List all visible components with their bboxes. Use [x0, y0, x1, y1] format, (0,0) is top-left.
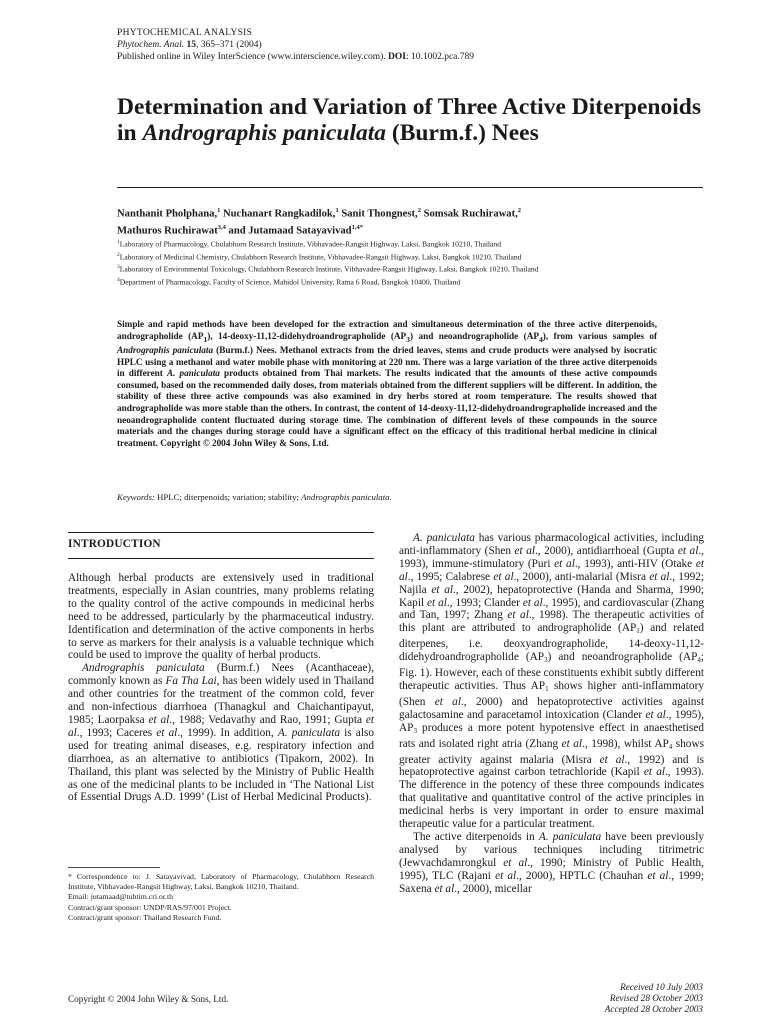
- grant-sponsor: Contract/grant sponsor: Thailand Research Fund.: [68, 912, 222, 922]
- footnote-divider: [68, 867, 160, 868]
- journal-citation: [117, 40, 262, 50]
- citation-volume: 15: [186, 40, 196, 50]
- section-rule-bottom: [68, 558, 374, 559]
- corresponding-mark: *: [359, 223, 363, 231]
- received-date: Received 10 July 2003: [620, 982, 703, 992]
- citation-pages: , 365–371 (2004): [195, 40, 262, 50]
- copyright-notice: Copyright © 2004 John Wiley & Sons, Ltd.: [68, 994, 229, 1004]
- publication-info: [117, 52, 474, 62]
- title-species: Andrographis paniculata: [142, 120, 387, 146]
- affiliation-item: $^4$Department of Pharmacology, Faculty of Science, Mahidol University, Rama 6 Road, Bangkok 10400, Thailand: [117, 276, 461, 287]
- section-rule-top: [68, 532, 374, 533]
- doi-value[interactable]: : 10.1002.pca.789: [405, 52, 475, 62]
- doi-label: DOI: [388, 52, 406, 62]
- abstract: Simple and rapid methods have been developed for the extraction and simultaneous determination of the three active diterpenoids, andrographolide $(AP_1)$, 14-deoxy-11,12-didehydroandrographolide $(AP_3)$ and neoandrographolide $(AP_4)$, from various samples of Andrographis paniculata (Burm.f.) Nees. Methanol extracts from the dried leaves, stems and crude products were analysed by isocratic HPLC using a methanol and water mobile phase with monitoring at 220 nm. There was a large variation of the three active diterpenoids in different A. paniculata products obtained from Thai markets. The results indicated that the amounts of these active compounds consumed, based on the recommended daily doses, from materials obtained from the different suppliers will be different. In addition, the stability of these three active compounds was also examined in dry herbs stored at room temperature. The results showed that andrographolide was more stable than the others. In contrast, the content of 14-deoxy-11,12-didehydroandrographolide increased and the neoandrographolide content fluctuated during storage time. The combination of different levels of these compounds in the source materials and the changes during storage could have a significant effect on the efficacy of this traditional herbal medicine in clinical treatment. Copyright © 2004 John Wiley & Sons, Ltd.: [117, 319, 658, 448]
- keywords: Keywords: HPLC; diterpenoids; variation; stability; Andrographis paniculata.: [117, 492, 392, 502]
- author-name: Sanit Thongnest,: [338, 208, 418, 220]
- author-affil: 2: [517, 207, 522, 214]
- revised-date: Revised 28 October 2003: [609, 993, 703, 1003]
- paragraph: A. paniculata has various pharmacological activities, including anti-inflammatory (Shen et al., 2000), antidiarrhoeal (Gupta et al., 1993), immune-stimulatory (Puri et al., 1993), anti-HIV (Otake et al., 1995; Calabrese et al., 2000), anti-malarial (Misra et al., 1992; Najila et al., 2002), hepatoprotective (Handa and Sharma, 1990; Kapil et al., 1993; Clander et al., 1995), and cardiovascular (Zhang and Tan, 1997; Zhang et al., 1998). The therapeutic activities of this plant are attributed to andrographolide $(AP_1)$ and related diterpenes, i.e. deoxyandrographolide, 14-deoxy-11,12-didehydroandrographolide $(AP_3)$ and neoandrographolide ($AP_4$; Fig. 1). However, each of these constituents exhibit subtly different therapeutic activities. Thus $AP_1$ shows higher anti-inflammatory (Shen et al., 2000) and hepatoprotective activities against galactosamine and paracetamol intoxication (Clander et al., 1995), $AP_3$ produces a more potent hypotensive effect in anaesthetised rats and isolated right atria (Zhang et al., 1998), whilst $AP_4$ shows greater activity against malaria (Misra et al., 1992) and is hepatoprotective against carbon tetrachloride (Kapil et al., 1993). The difference in the potency of these three compounds indicates that qualitative and quantitative control of the active principles in medicinal herbs is very important in order to ensure maximal therapeutic value for a particular treatment.: [399, 532, 705, 831]
- email-note[interactable]: Email: jutamaad@tubtim.cri.or.th: [68, 892, 174, 902]
- paragraph: Andrographis paniculata (Burm.f.) Nees (Acanthaceae), commonly known as Fa Tha Lai, has been widely used in Thailand and other countries for the treatment of the common cold, fever and non-infectious diarrhoea (Thanagkul and Chaichantipayut, 1985; Laorpaksa et al., 1988; Vedavathy and Rao, 1991; Gupta et al., 1993; Caceres et al., 1999). In addition, A. paniculata is also used for treating animal diseases, e.g. respiratory infection and diarrhoea, as an alternative to antibiotics (Tipakorn, 2002). In Thailand, this plant was selected by the Ministry of Public Health as one of the medicinal plants to be included in ‘The National List of Essential Drugs A.D. 1999’ (List of Herbal Medicinal Products).: [68, 662, 375, 804]
- title-part1: Determination and Variation of Three Active Diterpenoids in: [117, 94, 702, 146]
- footnote: [68, 872, 374, 923]
- author-name: Nanthanit Pholphana,: [117, 208, 218, 220]
- author-name: Somsak Ruchirawat,: [420, 208, 518, 220]
- accepted-date: Accepted 28 October 2003: [604, 1004, 703, 1014]
- published-online: Published online in Wiley InterScience (www.interscience.wiley.com).: [117, 52, 388, 62]
- title-divider: [117, 187, 703, 188]
- author-affil: 1: [335, 207, 339, 214]
- citation-journal: Phytochem. Anal.: [117, 40, 185, 50]
- author-affil: 3,4: [217, 223, 226, 231]
- author-list: [117, 204, 703, 237]
- paragraph: The active diterpenoids in A. paniculata have been previously analysed by various techniques including titrimetric (Jewvachdamrongkul et al., 1990; Ministry of Public Health, 1995), TLC (Rajani et al., 2000), HPTLC (Chauhan et al., 1999; Saxena et al., 2000), micellar: [399, 830, 704, 895]
- author-name: Nuchanart Rangkadilok,: [220, 208, 336, 220]
- section-heading-introduction: INTRODUCTION: [68, 538, 161, 550]
- affiliation-item: $^3$Laboratory of Environmental Toxicology, Chulabhorn Research Institute, Vibhavadee-Rangsit Highway, Laksi, Bangkok 10210, Thailand: [117, 264, 539, 274]
- author-name: Mathuros Ruchirawat: [117, 225, 218, 237]
- left-column: [68, 572, 374, 804]
- received-dates: [520, 982, 703, 1015]
- title-part2: (Burm.f.) Nees: [386, 120, 539, 146]
- affiliation-list: [117, 237, 703, 287]
- affiliation-item: $^1$Laboratory of Pharmacology, Chulabhorn Research Institute, Vibhavadee-Rangsit Highway, Laksi, Bangkok 10210, Thailand: [117, 239, 502, 249]
- keywords-label: Keywords:: [117, 492, 155, 502]
- author-affil: 2: [417, 207, 421, 214]
- journal-name: PHYTOCHEMICAL ANALYSIS: [117, 28, 253, 38]
- paragraph: Although herbal products are extensively used in traditional treatments, especially in Asian countries, many problems relating to the quality control of the active compounds in medicinal herbs need to be addressed, particularly by the pharmaceutical industry. Identification and determination of the active components in herbs to serve as markers for their analysis is a valuable technique which could be used to improve the quality of herbal products.: [68, 572, 374, 662]
- affiliation-item: $^2$Laboratory of Medicinal Chemistry, Chulabhorn Research Institute, Vibhavadee-Rangsit Highway, Laksi, Bangkok 10210, Thailand: [117, 251, 522, 262]
- grant-sponsor: Contract/grant sponsor: UNDP/RAS/97/001 Project.: [68, 902, 232, 912]
- paper-title: [117, 94, 717, 146]
- author-affil: 1: [217, 207, 221, 214]
- author-affil: 1,4*: [351, 223, 363, 231]
- author-name: and Jutamaad Satayavivad: [225, 225, 352, 237]
- right-column: [399, 532, 704, 895]
- correspondence-note: * Correspondence to: J. Satayavivad, Laboratory of Pharmacology, Chulabhorn Research Institute, Vibhavadee-Rangsit Highway, Laksi, Bangkok 10210, Thailand.: [68, 872, 374, 892]
